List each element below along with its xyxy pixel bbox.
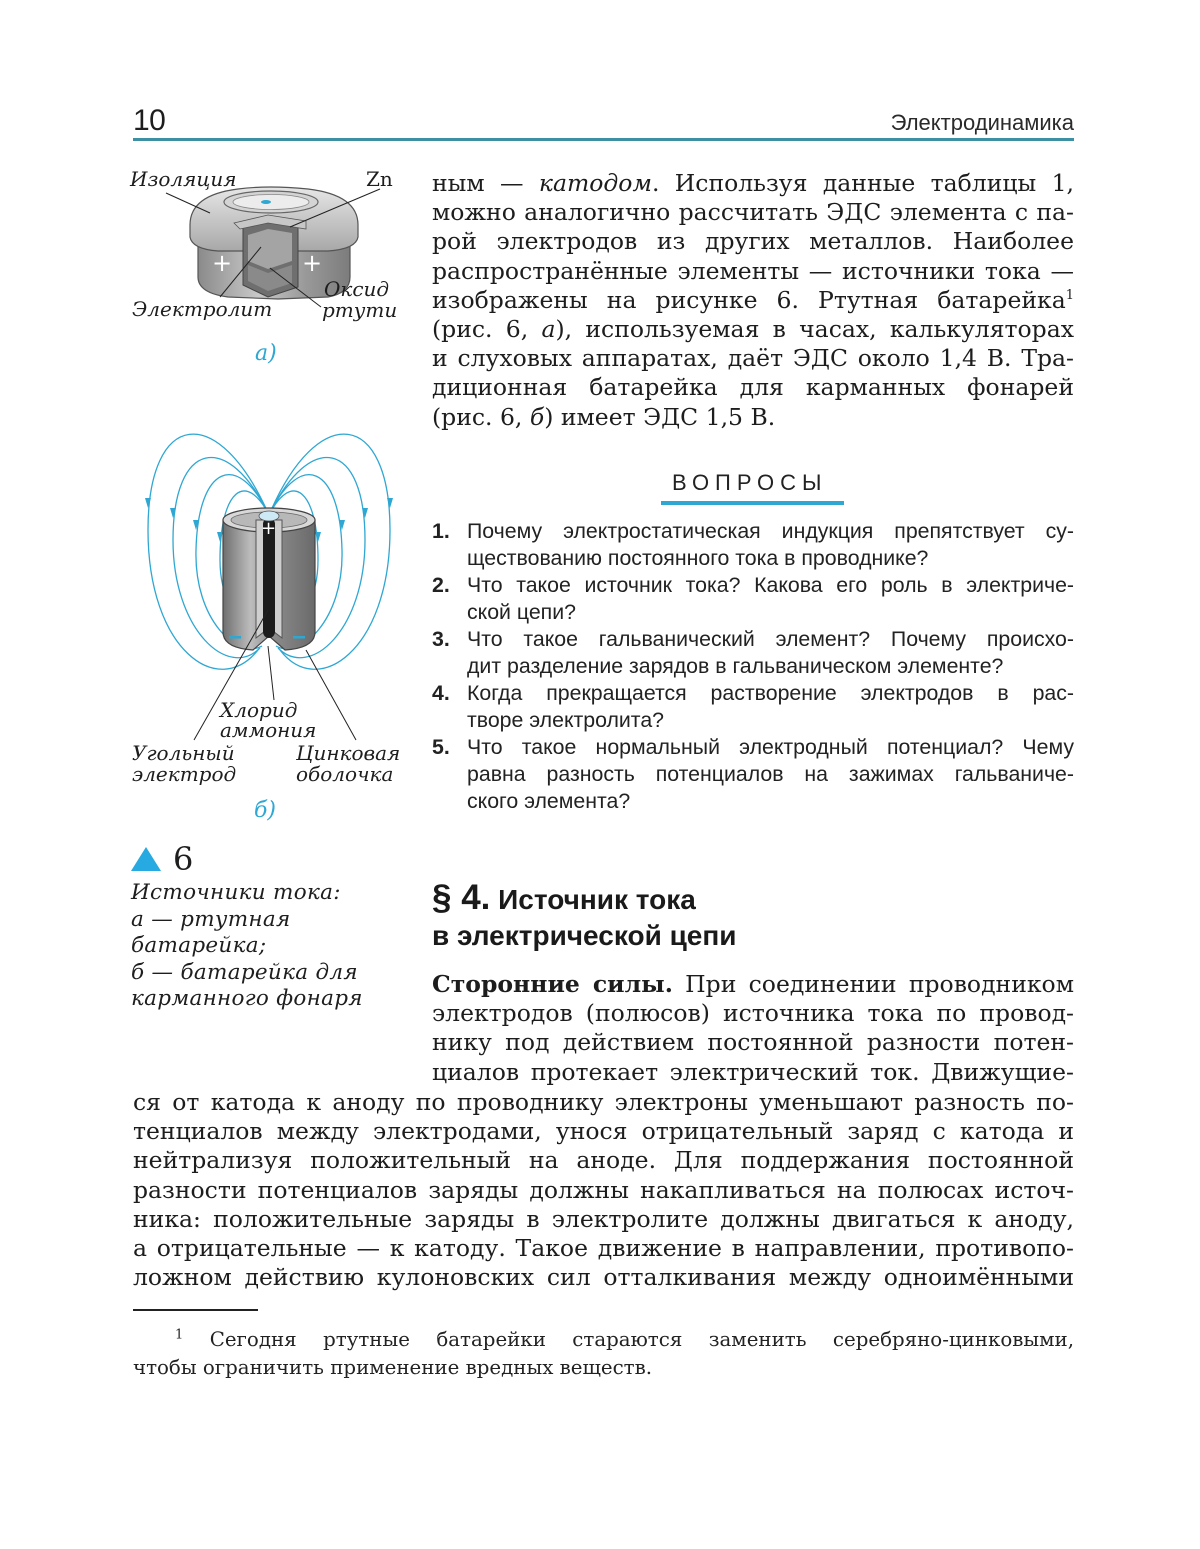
label-insulation: Изоляция bbox=[130, 167, 237, 191]
label-zinc-shell-1: Цинковая bbox=[296, 741, 401, 765]
label-carbon-electrode-2: электрод bbox=[132, 762, 237, 786]
paragraph-lead: Сторонние силы. bbox=[432, 970, 673, 998]
label-carbon-electrode-1: Угольный bbox=[132, 741, 235, 765]
minus-icon-left bbox=[229, 636, 241, 639]
plus-icon-right: + bbox=[302, 249, 323, 277]
plus-icon: + bbox=[261, 518, 277, 539]
running-head: Электродинамика bbox=[890, 110, 1074, 135]
footnote-rule bbox=[133, 1309, 258, 1311]
figure-b bbox=[128, 410, 418, 830]
triangle-marker-icon bbox=[131, 847, 161, 871]
question-item: 2. Что такое источник тока? Какова его роль в электриче- ской цепи? bbox=[432, 573, 1074, 624]
footnote-marker: 1 bbox=[175, 1327, 184, 1343]
label-zn: Zn bbox=[366, 167, 393, 191]
main-paragraph-wide: ся от катода к аноду по проводнику электроны уменьшают разность по- тенциалов между электродами, унося отрицательный заряд с катода и нейтрализуя положительный на аноде. Для поддержания постоянной разности потенциалов заряды должны накапливаться на полюсах источ- ника: положительные заряды в электролите должны двигаться к аноду, а отрицательные — к катоду. Такое движение в направлении, противопо- ложном действию кулоновских сил отталкивания между одноимёнными bbox=[133, 1088, 1074, 1292]
label-mercury-oxide-2: ртути bbox=[322, 298, 398, 322]
footnote-ref[interactable]: 1 bbox=[1065, 287, 1074, 303]
main-paragraph-narrow: Сторонние силы. При соединении проводником электродов (полюсов) источника тока по провод- нику под действием постоянной разности потен- циалов протекает электрический ток. Движущие- bbox=[432, 970, 1074, 1086]
questions-rule bbox=[661, 501, 844, 505]
plus-icon-left: + bbox=[212, 249, 233, 277]
label-ammonium-chloride-2: аммония bbox=[220, 718, 317, 742]
label-electrolyte: Электролит bbox=[132, 297, 273, 321]
intro-paragraph: ным — катодом. Используя данные таблицы 1, можно аналогично рассчитать ЭДС элемента с па- рой электродов из других металлов. Наиболее распространённые элементы — источники тока — изображены на рисунке 6. Ртутная батарейка$^1$ (рис. 6, а), используемая в часах, калькуляторах и слуховых аппаратах, даёт ЭДС около 1,4 В. Тра- диционная батарейка для карманных фонарей (рис. 6, б) имеет ЭДС 1,5 В. bbox=[432, 169, 1074, 431]
page-number: 10 bbox=[133, 104, 166, 137]
section-number: § 4. bbox=[432, 878, 491, 917]
figure-a bbox=[128, 165, 418, 375]
questions-title: ВОПРОСЫ bbox=[672, 470, 828, 495]
section-heading: § 4. Источник тока в электрической цепи bbox=[432, 878, 737, 951]
question-item: 3. Что такое гальванический элемент? Почему происхо- дит разделение зарядов в гальваническом элементе? bbox=[432, 627, 1074, 678]
label-zinc-shell-2: оболочка bbox=[296, 762, 394, 786]
label-ammonium-chloride-1: Хлорид bbox=[220, 698, 298, 722]
figure-number: 6 bbox=[131, 840, 193, 878]
sublabel-a: а) bbox=[255, 341, 277, 366]
questions-list bbox=[432, 518, 1074, 815]
minus-icon-right bbox=[293, 636, 305, 639]
figure-caption: Источники тока: а — ртутная батарейка; б — батарейка для карманного фонаря bbox=[131, 880, 363, 1011]
header-rule bbox=[133, 138, 1074, 141]
sublabel-b: б) bbox=[254, 798, 277, 823]
footnote: $^1$ Сегодня ртутные батарейки стараются заменить серебряно-цинковыми, чтобы ограничить применение вредных веществ. bbox=[133, 1327, 1074, 1379]
label-mercury-oxide-1: Оксид bbox=[324, 277, 390, 301]
question-item: 1. Почему электростатическая индукция препятствует су- ществованию постоянного тока в проводнике? bbox=[432, 519, 1074, 570]
question-item: 4. Когда прекращается растворение электродов в рас- творе электролита? bbox=[432, 681, 1074, 732]
question-item: 5. Что такое нормальный электродный потенциал? Чему равна разность потенциалов на зажимах гальваниче- ского элемента? bbox=[432, 735, 1074, 813]
